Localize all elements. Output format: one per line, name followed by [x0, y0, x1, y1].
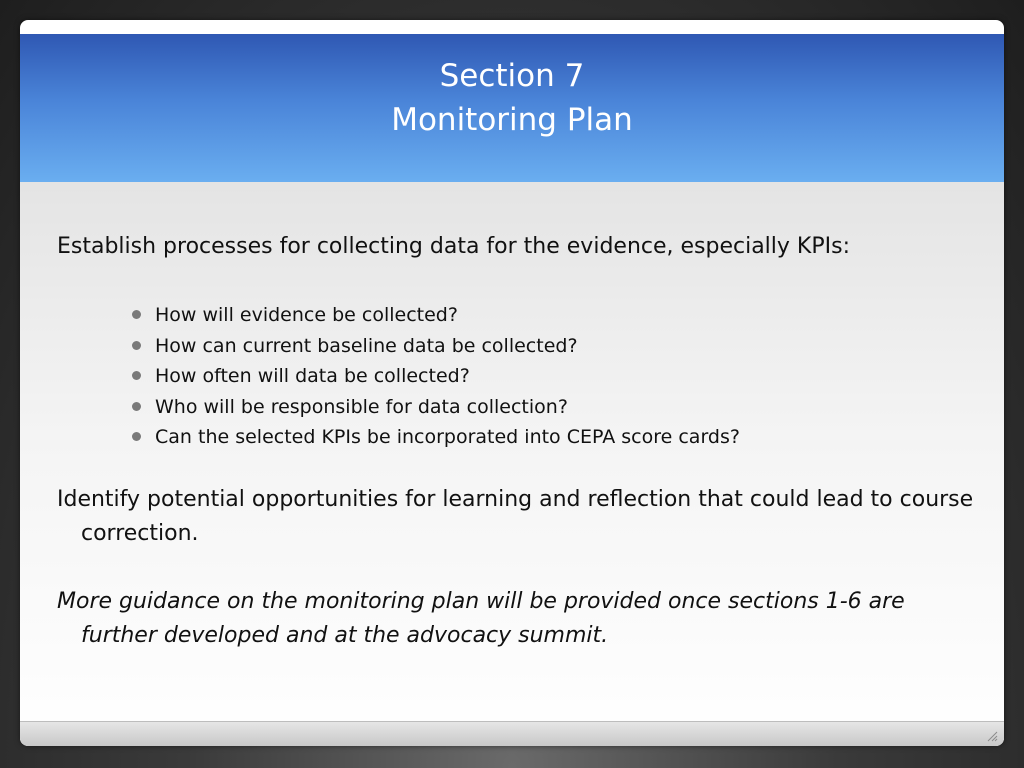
bullet-item [132, 392, 740, 423]
bullet-item [132, 422, 740, 453]
bullet-text: Who will be responsible for data collection? [155, 395, 568, 418]
bullet-dot-icon [132, 341, 141, 350]
guidance-paragraph: More guidance on the monitoring plan will be provided once sections 1-6 are further developed and at the advocacy summit. [57, 589, 905, 648]
bullet-item [132, 361, 740, 392]
bullet-dot-icon [132, 371, 141, 380]
bullet-list [132, 300, 740, 453]
title-bar [20, 34, 1004, 182]
opportunities-paragraph: Identify potential opportunities for learning and reflection that could lead to course correction. [57, 487, 974, 546]
resize-grip-icon[interactable] [986, 730, 998, 742]
bullet-item [132, 300, 740, 331]
slide-content [20, 182, 1004, 744]
footer-bar [20, 721, 1004, 746]
bullet-item [132, 331, 740, 362]
bullet-dot-icon [132, 310, 141, 319]
slide-title-line-2: Monitoring Plan [391, 102, 633, 138]
bullet-text: How often will data be collected? [155, 365, 470, 388]
bullet-dot-icon [132, 402, 141, 411]
intro-paragraph: Establish processes for collecting data for the evidence, especially KPIs: [57, 234, 850, 259]
bullet-dot-icon [132, 432, 141, 441]
bullet-text: How will evidence be collected? [155, 304, 458, 326]
bullet-text: How can current baseline data be collected? [155, 334, 578, 357]
slide [20, 20, 1004, 746]
slide-title-line-1: Section 7 [439, 58, 585, 94]
bullet-text: Can the selected KPIs be incorporated into CEPA score cards? [155, 426, 740, 449]
